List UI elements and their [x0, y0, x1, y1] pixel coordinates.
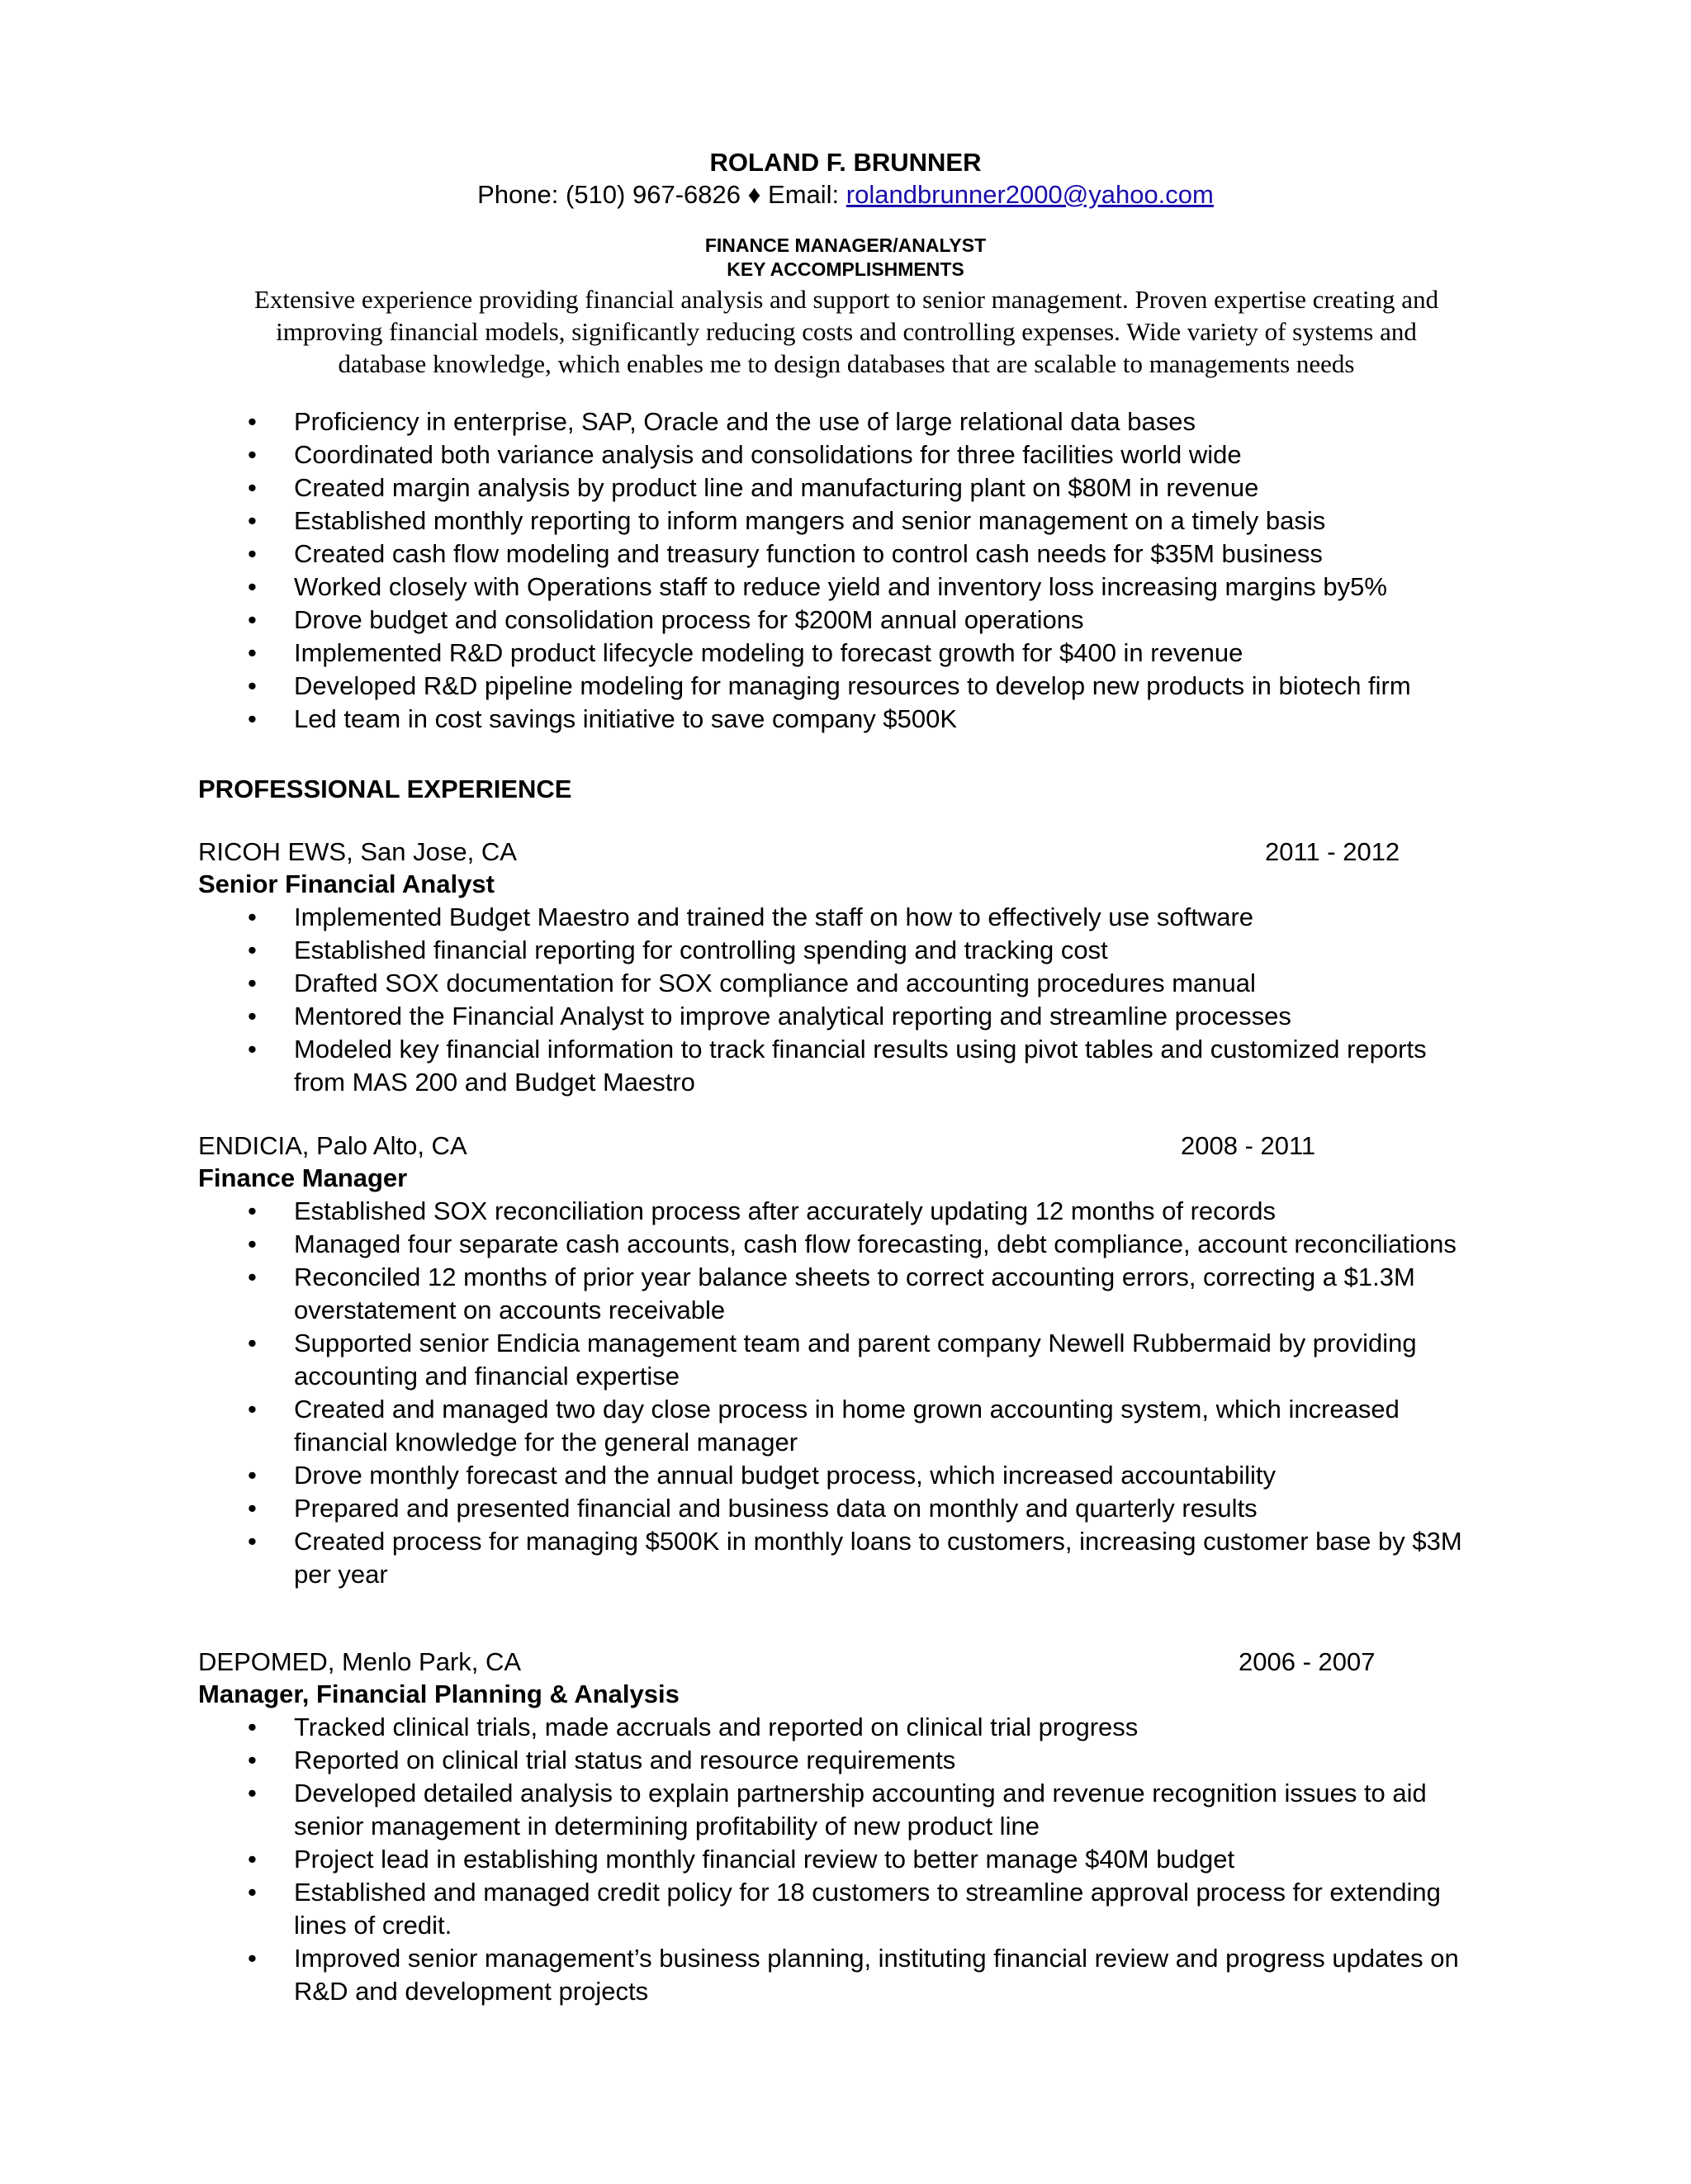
summary-paragraph [190, 283, 1503, 380]
job-bullet: • Drafted SOX documentation for SOX compliance and accounting procedures manual [197, 967, 1485, 1000]
job-bullet: • Reconciled 12 months of prior year balance sheets to correct accounting errors, correcting a $1.3M overstatement on accounts receivable [197, 1261, 1485, 1327]
accomplishment-item: • Led team in cost savings initiative to save company $500K [197, 703, 1534, 736]
job-bullet: • Established SOX reconciliation process after accurately updating 12 months of records [197, 1195, 1485, 1228]
job-bullet: • Created process for managing $500K in monthly loans to customers, increasing customer base by $3M per year [197, 1525, 1485, 1591]
job-company: ENDICIA, Palo Alto, CA [198, 1131, 467, 1160]
job-bullet: • Implemented Budget Maestro and trained the staff on how to effectively use software [197, 901, 1485, 934]
job-company: RICOH EWS, San Jose, CA [198, 837, 517, 866]
job-bullet: • Improved senior management’s business planning, instituting financial review and progress updates on R&D and development projects [197, 1942, 1485, 2008]
accomplishment-item: • Developed R&D pipeline modeling for managing resources to develop new products in biotech firm [197, 670, 1534, 703]
job-bullet: • Established and managed credit policy for 18 customers to streamline approval process for extending lines of credit. [197, 1876, 1485, 1942]
accomplishment-item: • Established monthly reporting to inform mangers and senior management on a timely basis [197, 505, 1534, 538]
job-bullet: • Project lead in establishing monthly financial review to better manage $40M budget [197, 1843, 1485, 1876]
summary-line: database knowledge, which enables me to design databases that are scalable to managements needs [338, 349, 1355, 378]
accomplishment-item: • Worked closely with Operations staff to reduce yield and inventory loss increasing margins by5% [197, 571, 1534, 604]
job-title: Senior Financial Analyst [198, 869, 495, 898]
job-bullet: • Prepared and presented financial and business data on monthly and quarterly results [197, 1492, 1485, 1525]
job-title: Finance Manager [198, 1163, 408, 1192]
job-dates: 2008 - 2011 [1181, 1131, 1316, 1160]
job-bullet: • Managed four separate cash accounts, cash flow forecasting, debt compliance, account reconciliations [197, 1228, 1485, 1261]
job-bullet: • Mentored the Financial Analyst to improve analytical reporting and streamline processes [197, 1000, 1485, 1033]
job-bullet: • Reported on clinical trial status and resource requirements [197, 1744, 1485, 1777]
accomplishments-list [197, 405, 1534, 736]
job-bullets [197, 1195, 1485, 1591]
accomplishment-item: • Created cash flow modeling and treasury function to control cash needs for $35M business [197, 538, 1534, 571]
experience-heading: PROFESSIONAL EXPERIENCE [198, 775, 572, 803]
job-bullet: • Tracked clinical trials, made accruals and reported on clinical trial progress [197, 1711, 1485, 1744]
job-title: Manager, Financial Planning & Analysis [198, 1679, 680, 1708]
summary-line: improving financial models, significantly reducing costs and controlling expenses. Wide variety of systems and [276, 317, 1417, 346]
job-bullets [197, 901, 1485, 1099]
accomplishment-item: • Created margin analysis by product line and manufacturing plant on $80M in revenue [197, 471, 1534, 505]
candidate-name: ROLAND F. BRUNNER [709, 148, 982, 177]
job-bullet: • Supported senior Endicia management team and parent company Newell Rubbermaid by providing accounting and financial expertise [197, 1327, 1485, 1393]
role-heading: FINANCE MANAGER/ANALYST [704, 235, 987, 256]
accomplishment-item: • Implemented R&D product lifecycle modeling to forecast growth for $400 in revenue [197, 637, 1534, 670]
accomplishment-item: • Coordinated both variance analysis and consolidations for three facilities world wide [197, 438, 1534, 471]
summary-line: Extensive experience providing financial analysis and support to senior management. Proven expertise creating and [253, 285, 1439, 314]
job-bullet: • Created and managed two day close process in home grown accounting system, which increased financial knowledge for the general manager [197, 1393, 1485, 1459]
accomplishment-item: • Proficiency in enterprise, SAP, Oracle and the use of large relational data bases [197, 405, 1534, 438]
phone-text: Phone: (510) 967-6826 ♦ Email: [477, 180, 846, 209]
job-dates: 2011 - 2012 [1265, 837, 1400, 866]
contact-line [0, 178, 1691, 211]
job-bullets [197, 1711, 1485, 2008]
job-bullet: • Developed detailed analysis to explain partnership accounting and revenue recognition issues to aid senior management in determining profitability of new product line [197, 1777, 1485, 1843]
accomplishment-item: • Drove budget and consolidation process for $200M annual operations [197, 604, 1534, 637]
job-company: DEPOMED, Menlo Park, CA [198, 1647, 522, 1676]
accomplishments-heading: KEY ACCOMPLISHMENTS [727, 258, 964, 280]
job-bullet: • Drove monthly forecast and the annual budget process, which increased accountability [197, 1459, 1485, 1492]
email-link[interactable]: rolandbrunner2000@yahoo.com [846, 180, 1214, 209]
job-bullet: • Established financial reporting for controlling spending and tracking cost [197, 934, 1485, 967]
job-bullet: • Modeled key financial information to track financial results using pivot tables and customized reports from MAS 200 and Budget Maestro [197, 1033, 1485, 1099]
job-dates: 2006 - 2007 [1239, 1647, 1376, 1676]
